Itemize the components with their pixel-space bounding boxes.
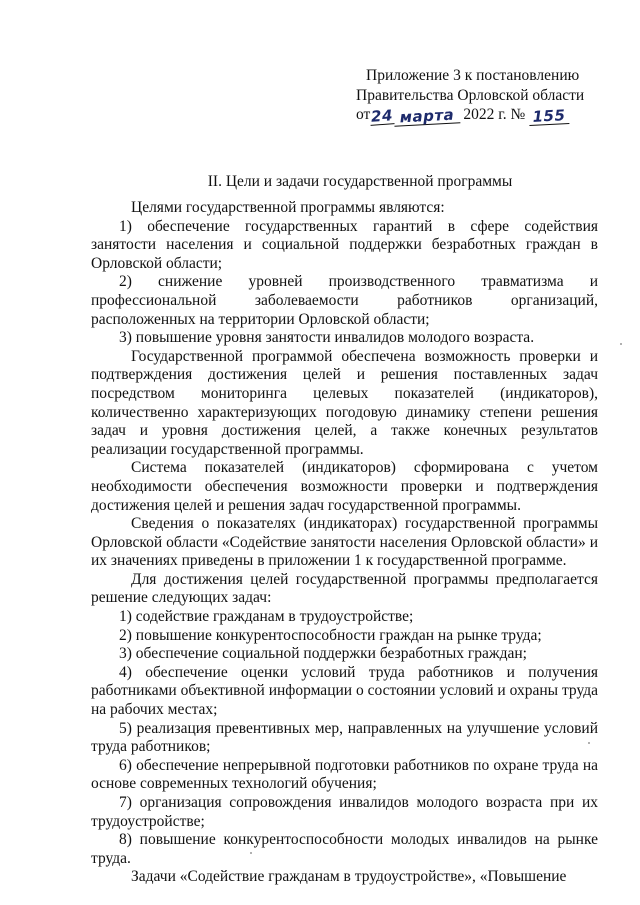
scan-speck bbox=[588, 742, 590, 744]
header-date-line bbox=[356, 105, 616, 125]
list-item: 1) содействие гражданам в трудоустройстве; bbox=[119, 608, 414, 626]
paragraph: Задачи «Содействие гражданам в трудоустройстве», «Повышение bbox=[131, 868, 567, 886]
handwritten-day: 24 bbox=[370, 105, 394, 126]
paragraph: Государственной программой обеспечена возможность проверки и подтверждения достижения целей и решения поставленных задач посредством мониторинга целевых показателей (индикаторов), количественно характеризующих погодовую динамику степени решения задач и уровня достижения целей, а также конечных результатов реализации государственной программы. bbox=[91, 347, 598, 458]
list-item: 2) снижение уровней производственного травматизма и профессиональной заболеваемости работников организаций, расположенных на территории Орловской области; bbox=[91, 273, 598, 328]
list-item: 6) обеспечение непрерывной подготовки работников по охране труда на основе современных технологий обучения; bbox=[91, 756, 598, 793]
scan-speck bbox=[250, 852, 252, 854]
list-item: 3) обеспечение социальной поддержки безработных граждан; bbox=[119, 645, 527, 663]
list-item: 1) обеспечение государственных гарантий в сфере содействия занятости населения и социальной поддержки безработных граждан в Орловской области; bbox=[91, 217, 598, 272]
list-item: 2) повышение конкурентоспособности граждан на рынке труда; bbox=[119, 626, 542, 644]
list-item: 5) реализация превентивных мер, направленных на улучшение условий труда работников; bbox=[91, 719, 598, 756]
header-line-1: Приложение 3 к постановлению bbox=[366, 67, 580, 84]
section-title: II. Цели и задачи государственной программы bbox=[207, 173, 513, 190]
handwritten-month: марта bbox=[394, 106, 461, 126]
paragraph: Сведения о показателях (индикаторах) государственной программы Орловской области «Содействие занятости населения Орловской области» и их значениях приведены в приложении 1 к государственной программе. bbox=[91, 515, 598, 570]
date-year: 2022 г. № bbox=[463, 106, 526, 123]
appendix-header bbox=[356, 66, 616, 125]
paragraph: Система показателей (индикаторов) сформирована с учетом необходимости обеспечения возможности проверки и подтверждения достижения целей и решения задач государственной программы. bbox=[91, 459, 598, 514]
list-item: 7) организация сопровождения инвалидов молодого возраста при их трудоустройстве; bbox=[91, 794, 598, 830]
list-item: 3) повышение уровня занятости инвалидов молодого возраста. bbox=[119, 329, 535, 347]
date-prefix: от bbox=[356, 106, 371, 123]
handwritten-number: 155 bbox=[529, 106, 570, 125]
list-item: 8) повышение конкурентоспособности молодых инвалидов на рынке труда. bbox=[91, 831, 598, 867]
scan-speck bbox=[620, 343, 622, 345]
list-item: 4) обеспечение оценки условий труда работников и получения работниками объективной информации о состоянии условий и охраны труда на рабочих местах; bbox=[91, 663, 598, 719]
document-body bbox=[91, 199, 598, 887]
paragraph: Целями государственной программы являются: bbox=[131, 199, 445, 216]
header-line-2: Правительства Орловской области bbox=[356, 86, 585, 104]
paragraph: Для достижения целей государственной программы предполагается решение следующих задач: bbox=[91, 570, 598, 607]
